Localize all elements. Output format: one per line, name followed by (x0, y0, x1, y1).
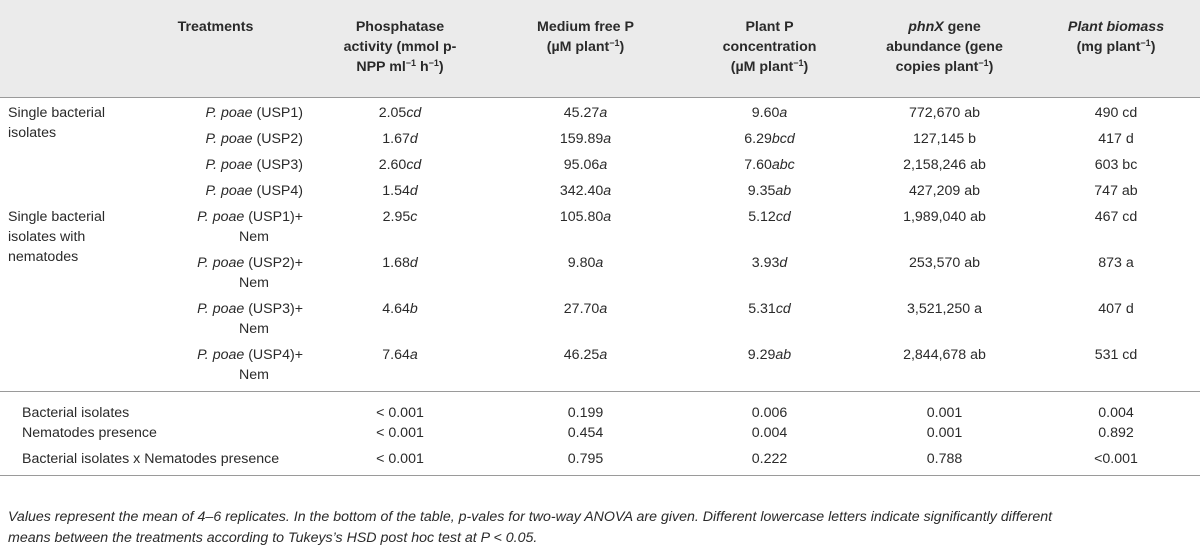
treatment-cell: P. poae (USP3) (205, 156, 303, 173)
header-row (0, 0, 1200, 97)
medium-cell: 45.27a (489, 97, 682, 129)
plant-p-cell: 3.93d (751, 254, 788, 271)
treatment-cell: P. poae (USP2) (205, 130, 303, 147)
anova-phnx: 0.001 (926, 424, 963, 441)
table-row (0, 207, 1200, 253)
anova-medium: 0.454 (567, 424, 604, 441)
plant-p-cell: 9.60a (682, 97, 857, 129)
biomass-cell: 531 cd (1094, 346, 1138, 363)
phosphatase-cell: 4.64b (382, 300, 418, 317)
anova-plant-p: 0.222 (682, 449, 857, 476)
phosphatase-cell: 1.54d (382, 182, 418, 199)
phosphatase-cell: 2.05cd (311, 97, 489, 129)
phnx-cell: 427,209 ab (908, 182, 980, 199)
phnx-cell: 3,521,250 a (907, 300, 982, 317)
header-medium-free-p: Medium free P (µM plant$^{-1}$) (489, 0, 682, 97)
anova-plant-p: 0.004 (751, 424, 788, 441)
biomass-cell: 417 d (1098, 130, 1134, 147)
treatment-cell: P. poae (USP2)+ Nem (197, 254, 303, 291)
treatment-cell: P. poae (USP4) (205, 182, 303, 199)
anova-row (0, 423, 1200, 449)
anova-biomass: 0.004 (1032, 391, 1200, 423)
anova-phnx: 0.788 (857, 449, 1032, 476)
anova-biomass: <0.001 (1032, 449, 1200, 476)
medium-cell: 342.40a (559, 182, 612, 199)
header-plant-p: Plant P concentration (µM plant$^{-1}$) (682, 0, 857, 97)
table-row (0, 253, 1200, 299)
anova-row (0, 391, 1200, 423)
anova-biomass: 0.892 (1098, 424, 1134, 441)
table-row (0, 129, 1200, 155)
treatment-cell: P. poae (USP3)+ Nem (197, 300, 303, 337)
plant-p-cell: 5.12cd (748, 208, 791, 225)
anova-phosphatase: < 0.001 (376, 424, 424, 441)
table-row (0, 155, 1200, 181)
anova-plant-p: 0.006 (682, 391, 857, 423)
anova-row (0, 449, 1200, 476)
table-row (0, 181, 1200, 207)
phnx-cell: 253,570 ab (908, 254, 980, 271)
biomass-cell: 407 d (1098, 300, 1134, 317)
treatment-cell: P. poae (USP1)+ Nem (197, 208, 303, 245)
phnx-cell: 2,844,678 ab (903, 346, 986, 363)
phnx-cell: 2,158,246 ab (903, 156, 986, 173)
header-biomass: Plant biomass (mg plant$^{-1}$) (1032, 0, 1200, 97)
medium-cell: 159.89a (559, 130, 612, 147)
treatment-cell: P. poae (USP1) (120, 97, 311, 129)
phnx-cell: 772,670 ab (857, 97, 1032, 129)
plant-p-cell: 6.29bcd (744, 130, 795, 147)
medium-cell: 105.80a (559, 208, 612, 225)
anova-label: Bacterial isolates x Nematodes presence (0, 449, 311, 476)
anova-phnx: 0.001 (857, 391, 1032, 423)
table-row (0, 97, 1200, 129)
anova-medium: 0.199 (489, 391, 682, 423)
biomass-cell: 603 bc (1094, 156, 1138, 173)
header-group (0, 0, 120, 97)
medium-cell: 95.06a (563, 156, 608, 173)
biomass-cell: 467 cd (1094, 208, 1138, 225)
header-phnx: phnX gene abundance (gene copies plant$^{-1}$) (857, 0, 1032, 97)
phnx-cell: 1,989,040 ab (903, 208, 986, 225)
phosphatase-cell: 2.95c (382, 208, 418, 225)
anova-phosphatase: < 0.001 (311, 449, 489, 476)
header-treatments: Treatments (120, 0, 311, 97)
plant-p-cell: 7.60abc (744, 156, 795, 173)
biomass-cell: 747 ab (1094, 182, 1138, 199)
phosphatase-cell: 1.67d (382, 130, 418, 147)
medium-cell: 9.80a (567, 254, 604, 271)
group-single-isolates: Single bacterial isolates (0, 97, 120, 207)
biomass-cell: 490 cd (1032, 97, 1200, 129)
phnx-cell: 127,145 b (912, 130, 977, 147)
phosphatase-cell: 1.68d (382, 254, 418, 271)
table-footnote: Values represent the mean of 4–6 replicates. In the bottom of the table, p-vales for two-way ANOVA are given. Different lowercase letters indicate significantly different means between the treatments according to Tukeys’s HSD post hoc test at P < 0.05. (8, 509, 1053, 546)
medium-cell: 46.25a (563, 346, 608, 363)
table-row (0, 299, 1200, 345)
medium-cell: 27.70a (563, 300, 608, 317)
treatment-cell: P. poae (USP4)+ Nem (197, 346, 303, 383)
plant-p-cell: 9.29ab (747, 346, 792, 363)
anova-phosphatase: < 0.001 (311, 391, 489, 423)
phosphatase-cell: 7.64a (382, 346, 418, 363)
plant-p-cell: 9.35ab (747, 182, 792, 199)
phosphatase-cell: 2.60cd (378, 156, 422, 173)
header-phosphatase: Phosphatase activity (mmol p- NPP $ml^{-1}$ $h^{-1}$) (311, 0, 489, 97)
anova-label: Bacterial isolates (0, 391, 311, 423)
biomass-cell: 873 a (1098, 254, 1134, 271)
anova-medium: 0.795 (489, 449, 682, 476)
anova-label: Nematodes presence (22, 424, 157, 441)
table-row (0, 345, 1200, 392)
group-isolates-with-nematodes: Single bacterial isolates with nematodes (8, 208, 106, 265)
plant-p-cell: 5.31cd (748, 300, 791, 317)
